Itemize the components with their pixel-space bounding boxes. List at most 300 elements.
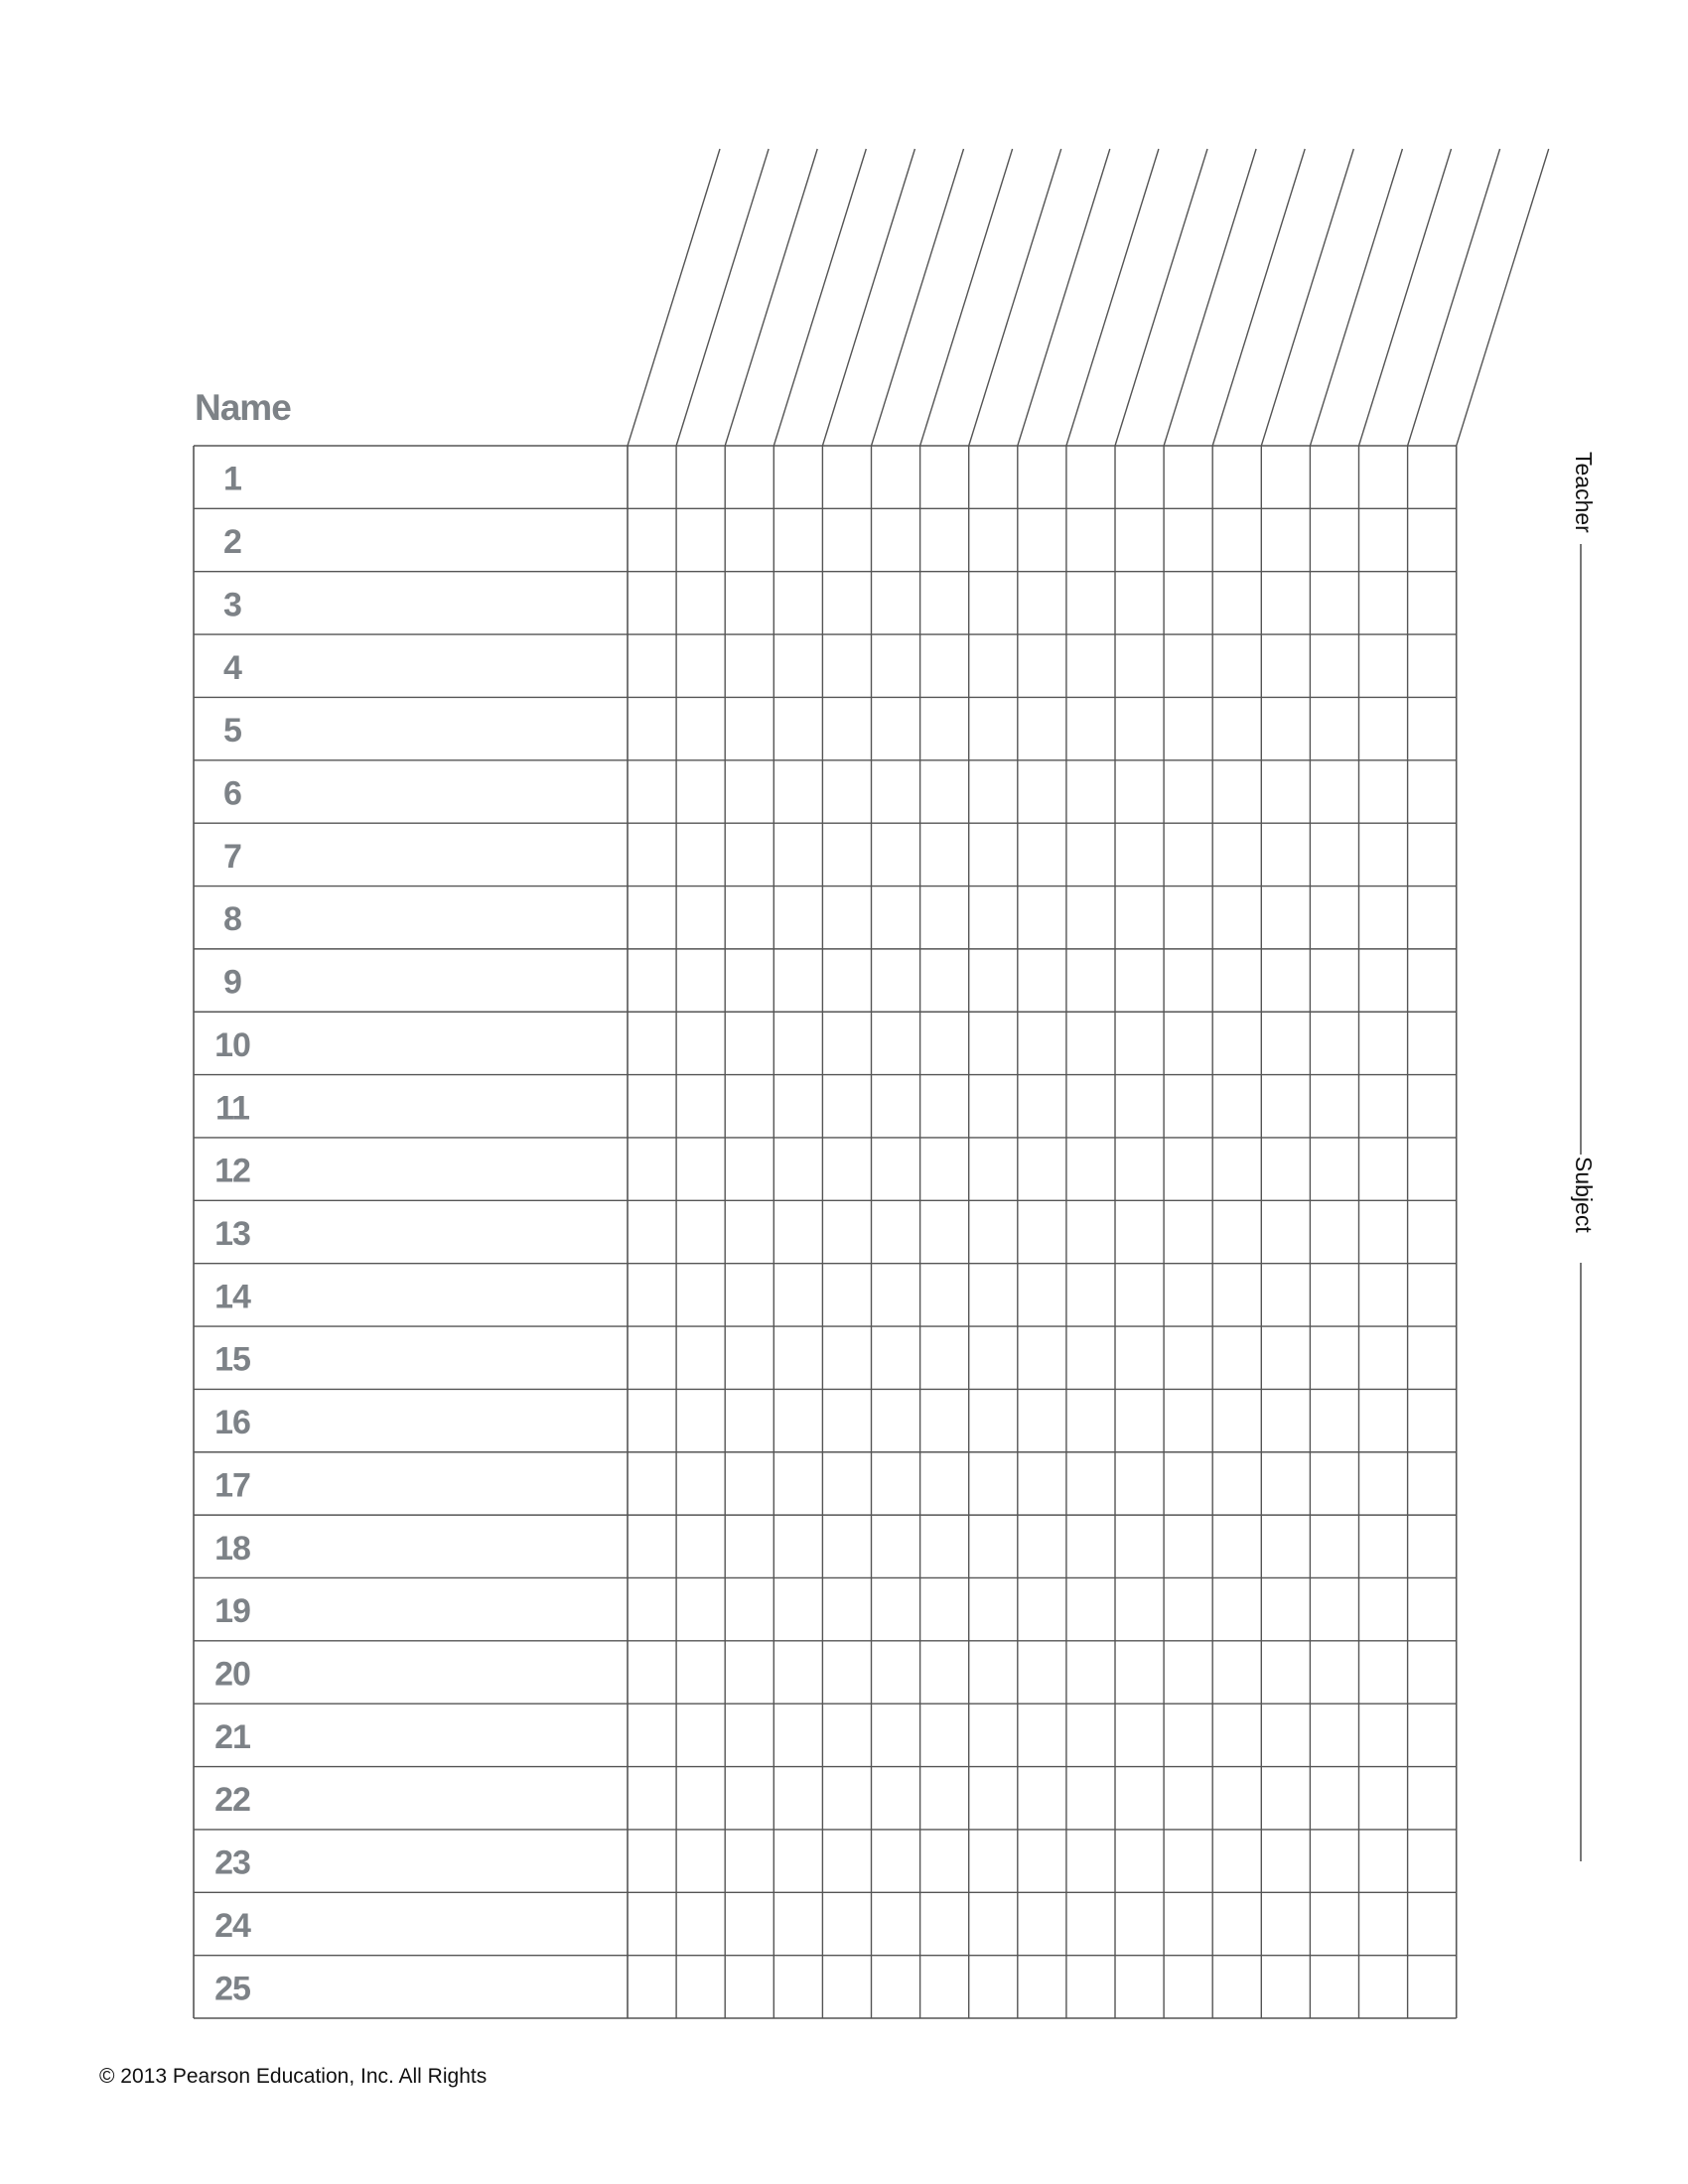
grade-cell[interactable] [1116,1578,1163,1639]
grade-cell[interactable] [1409,1957,1456,2017]
grade-cell[interactable] [921,1578,968,1639]
grade-cell[interactable] [873,1013,919,1073]
name-cell[interactable] [195,1893,627,1954]
grade-cell[interactable] [1019,1453,1065,1514]
grade-cell[interactable] [1360,447,1407,507]
name-cell[interactable] [195,573,627,633]
grade-cell[interactable] [629,1578,675,1639]
grade-cell[interactable] [1262,1705,1309,1765]
grade-cell[interactable] [1116,1327,1163,1388]
grade-cell[interactable] [1019,1076,1065,1137]
grade-cell[interactable] [823,698,870,758]
grade-cell[interactable] [1019,1013,1065,1073]
grade-cell[interactable] [677,1453,724,1514]
grade-cell[interactable] [1409,1390,1456,1450]
grade-cell[interactable] [1213,635,1260,696]
grade-cell[interactable] [1116,1390,1163,1450]
grade-cell[interactable] [1311,1831,1357,1891]
grade-cell[interactable] [1165,1201,1211,1262]
grade-cell[interactable] [629,1957,675,2017]
grade-cell[interactable] [823,1327,870,1388]
grade-cell[interactable] [1311,635,1357,696]
grade-cell[interactable] [1213,824,1260,885]
grade-cell[interactable] [921,509,968,570]
grade-cell[interactable] [1019,447,1065,507]
grade-cell[interactable] [823,1642,870,1703]
name-cell[interactable] [195,1076,627,1137]
grade-cell[interactable] [921,573,968,633]
grade-cell[interactable] [1262,698,1309,758]
grade-cell[interactable] [1311,1265,1357,1325]
grade-cell[interactable] [1067,1768,1114,1829]
grade-cell[interactable] [873,1831,919,1891]
grade-cell[interactable] [629,1327,675,1388]
grade-cell[interactable] [1262,1327,1309,1388]
grade-cell[interactable] [1311,761,1357,822]
grade-cell[interactable] [1116,1957,1163,2017]
grade-cell[interactable] [1409,509,1456,570]
grade-cell[interactable] [1409,761,1456,822]
grade-cell[interactable] [1019,887,1065,948]
grade-cell[interactable] [1360,824,1407,885]
grade-cell[interactable] [1262,761,1309,822]
grade-cell[interactable] [726,1201,773,1262]
grade-cell[interactable] [1067,1831,1114,1891]
grade-cell[interactable] [1213,1957,1260,2017]
grade-cell[interactable] [629,1139,675,1199]
grade-cell[interactable] [1409,824,1456,885]
grade-cell[interactable] [921,1327,968,1388]
grade-cell[interactable] [726,1327,773,1388]
grade-cell[interactable] [921,950,968,1011]
grade-cell[interactable] [774,509,821,570]
grade-cell[interactable] [823,1578,870,1639]
grade-cell[interactable] [1262,1642,1309,1703]
grade-cell[interactable] [1311,1139,1357,1199]
grade-cell[interactable] [1311,1327,1357,1388]
grade-cell[interactable] [970,1201,1017,1262]
grade-cell[interactable] [1019,1201,1065,1262]
grade-cell[interactable] [873,1705,919,1765]
grade-cell[interactable] [677,1327,724,1388]
grade-cell[interactable] [921,1893,968,1954]
grade-cell[interactable] [823,761,870,822]
grade-cell[interactable] [1067,1705,1114,1765]
grade-cell[interactable] [774,1453,821,1514]
grade-cell[interactable] [774,573,821,633]
grade-cell[interactable] [1213,761,1260,822]
grade-cell[interactable] [1116,1768,1163,1829]
grade-cell[interactable] [1019,573,1065,633]
grade-cell[interactable] [629,950,675,1011]
grade-cell[interactable] [1116,761,1163,822]
grade-cell[interactable] [1116,1265,1163,1325]
grade-cell[interactable] [1165,1893,1211,1954]
grade-cell[interactable] [1116,1013,1163,1073]
grade-cell[interactable] [1165,824,1211,885]
grade-cell[interactable] [1409,1201,1456,1262]
grade-cell[interactable] [921,824,968,885]
grade-cell[interactable] [1067,950,1114,1011]
grade-cell[interactable] [873,1327,919,1388]
grade-cell[interactable] [1262,1013,1309,1073]
grade-cell[interactable] [1165,1453,1211,1514]
grade-cell[interactable] [873,1578,919,1639]
grade-cell[interactable] [970,509,1017,570]
grade-cell[interactable] [823,635,870,696]
grade-cell[interactable] [677,824,724,885]
grade-cell[interactable] [1116,887,1163,948]
grade-cell[interactable] [629,1013,675,1073]
grade-cell[interactable] [1360,887,1407,948]
grade-cell[interactable] [921,1516,968,1576]
grade-cell[interactable] [1019,1893,1065,1954]
grade-cell[interactable] [1116,1516,1163,1576]
grade-cell[interactable] [629,1768,675,1829]
grade-cell[interactable] [774,1013,821,1073]
grade-cell[interactable] [873,1139,919,1199]
grade-cell[interactable] [823,509,870,570]
grade-cell[interactable] [873,635,919,696]
name-cell[interactable] [195,1013,627,1073]
grade-cell[interactable] [629,1453,675,1514]
grade-cell[interactable] [1116,1201,1163,1262]
grade-cell[interactable] [726,1705,773,1765]
name-cell[interactable] [195,1642,627,1703]
grade-cell[interactable] [1067,1957,1114,2017]
name-cell[interactable] [195,887,627,948]
grade-cell[interactable] [873,950,919,1011]
grade-cell[interactable] [1019,1139,1065,1199]
name-cell[interactable] [195,1578,627,1639]
grade-cell[interactable] [921,1768,968,1829]
grade-cell[interactable] [1262,1516,1309,1576]
grade-cell[interactable] [677,1705,724,1765]
grade-cell[interactable] [1116,1893,1163,1954]
grade-cell[interactable] [629,509,675,570]
grade-cell[interactable] [1165,1076,1211,1137]
grade-cell[interactable] [1116,1705,1163,1765]
grade-cell[interactable] [1165,698,1211,758]
grade-cell[interactable] [1360,1201,1407,1262]
grade-cell[interactable] [823,950,870,1011]
grade-cell[interactable] [1262,635,1309,696]
grade-cell[interactable] [1409,1642,1456,1703]
grade-cell[interactable] [629,447,675,507]
grade-cell[interactable] [1311,447,1357,507]
grade-cell[interactable] [629,824,675,885]
grade-cell[interactable] [823,1453,870,1514]
grade-cell[interactable] [1213,509,1260,570]
grade-cell[interactable] [726,573,773,633]
grade-cell[interactable] [1067,1076,1114,1137]
grade-cell[interactable] [1067,887,1114,948]
grade-cell[interactable] [677,761,724,822]
grade-cell[interactable] [1019,635,1065,696]
grade-cell[interactable] [1213,1139,1260,1199]
grade-cell[interactable] [629,1076,675,1137]
grade-cell[interactable] [1360,761,1407,822]
grade-cell[interactable] [1067,509,1114,570]
grade-cell[interactable] [1067,635,1114,696]
grade-cell[interactable] [1311,1013,1357,1073]
grade-cell[interactable] [1409,447,1456,507]
grade-cell[interactable] [1019,1516,1065,1576]
grade-cell[interactable] [1067,1201,1114,1262]
grade-cell[interactable] [1019,1957,1065,2017]
grade-cell[interactable] [873,1957,919,2017]
grade-cell[interactable] [970,1013,1017,1073]
grade-cell[interactable] [823,1516,870,1576]
grade-cell[interactable] [1262,1265,1309,1325]
grade-cell[interactable] [1213,1705,1260,1765]
grade-cell[interactable] [823,1265,870,1325]
grade-cell[interactable] [970,1390,1017,1450]
grade-cell[interactable] [677,1957,724,2017]
grade-cell[interactable] [677,1516,724,1576]
grade-cell[interactable] [970,1705,1017,1765]
grade-cell[interactable] [774,1768,821,1829]
grade-cell[interactable] [1409,1893,1456,1954]
grade-cell[interactable] [1311,1201,1357,1262]
grade-cell[interactable] [1360,1893,1407,1954]
grade-cell[interactable] [970,824,1017,885]
grade-cell[interactable] [1213,698,1260,758]
grade-cell[interactable] [726,1578,773,1639]
grade-cell[interactable] [1360,1265,1407,1325]
grade-cell[interactable] [726,1453,773,1514]
grade-cell[interactable] [1213,1893,1260,1954]
grade-cell[interactable] [1019,950,1065,1011]
grade-cell[interactable] [774,1705,821,1765]
grade-cell[interactable] [921,1642,968,1703]
grade-cell[interactable] [921,1265,968,1325]
grade-cell[interactable] [1019,1327,1065,1388]
grade-cell[interactable] [1067,1516,1114,1576]
grade-cell[interactable] [774,1578,821,1639]
grade-cell[interactable] [726,1642,773,1703]
grade-cell[interactable] [774,1076,821,1137]
grade-cell[interactable] [1213,1201,1260,1262]
grade-cell[interactable] [1262,1139,1309,1199]
grade-cell[interactable] [1360,698,1407,758]
grade-cell[interactable] [1360,509,1407,570]
grade-cell[interactable] [1213,950,1260,1011]
grade-cell[interactable] [1311,1076,1357,1137]
grade-cell[interactable] [726,1957,773,2017]
grade-cell[interactable] [1311,1957,1357,2017]
grade-cell[interactable] [726,1076,773,1137]
grade-cell[interactable] [774,1642,821,1703]
grade-cell[interactable] [970,1139,1017,1199]
grade-cell[interactable] [1262,887,1309,948]
grade-cell[interactable] [629,761,675,822]
grade-cell[interactable] [823,1013,870,1073]
grade-cell[interactable] [726,824,773,885]
grade-cell[interactable] [726,1265,773,1325]
grade-cell[interactable] [1409,1076,1456,1137]
grade-cell[interactable] [629,573,675,633]
grade-cell[interactable] [921,1076,968,1137]
grade-cell[interactable] [1067,573,1114,633]
grade-cell[interactable] [1165,761,1211,822]
grade-cell[interactable] [970,1076,1017,1137]
grade-cell[interactable] [1165,1265,1211,1325]
grade-cell[interactable] [1116,635,1163,696]
grade-cell[interactable] [677,509,724,570]
grade-cell[interactable] [921,1390,968,1450]
grade-cell[interactable] [970,1327,1017,1388]
grade-cell[interactable] [774,1516,821,1576]
grade-cell[interactable] [1067,1390,1114,1450]
grade-cell[interactable] [1165,1957,1211,2017]
grade-cell[interactable] [873,1516,919,1576]
grade-cell[interactable] [1311,1893,1357,1954]
grade-cell[interactable] [1409,1831,1456,1891]
grade-cell[interactable] [873,1768,919,1829]
grade-cell[interactable] [677,1578,724,1639]
grade-cell[interactable] [970,1578,1017,1639]
grade-cell[interactable] [1165,1705,1211,1765]
grade-cell[interactable] [873,887,919,948]
grade-cell[interactable] [1409,887,1456,948]
grade-cell[interactable] [921,1201,968,1262]
grade-cell[interactable] [1165,1831,1211,1891]
grade-cell[interactable] [1213,1453,1260,1514]
grade-cell[interactable] [677,950,724,1011]
grade-cell[interactable] [1262,573,1309,633]
grade-cell[interactable] [1165,1013,1211,1073]
grade-cell[interactable] [1360,1768,1407,1829]
grade-cell[interactable] [1019,1578,1065,1639]
grade-cell[interactable] [970,1893,1017,1954]
grade-cell[interactable] [823,1705,870,1765]
grade-cell[interactable] [921,447,968,507]
grade-cell[interactable] [726,1831,773,1891]
grade-cell[interactable] [1165,887,1211,948]
grade-cell[interactable] [1019,1768,1065,1829]
grade-cell[interactable] [1019,1831,1065,1891]
grade-cell[interactable] [1360,950,1407,1011]
grade-cell[interactable] [1409,1265,1456,1325]
grade-cell[interactable] [1165,1768,1211,1829]
grade-cell[interactable] [921,1013,968,1073]
grade-cell[interactable] [677,447,724,507]
grade-cell[interactable] [1360,1831,1407,1891]
grade-cell[interactable] [1311,1768,1357,1829]
grade-cell[interactable] [774,824,821,885]
grade-cell[interactable] [823,824,870,885]
grade-cell[interactable] [1213,1516,1260,1576]
grade-cell[interactable] [1019,1390,1065,1450]
grade-cell[interactable] [1116,1076,1163,1137]
name-cell[interactable] [195,1831,627,1891]
grade-cell[interactable] [677,887,724,948]
grade-cell[interactable] [726,1893,773,1954]
grade-cell[interactable] [1165,1642,1211,1703]
grade-cell[interactable] [726,1516,773,1576]
grade-cell[interactable] [1067,447,1114,507]
grade-cell[interactable] [1213,1076,1260,1137]
grade-cell[interactable] [970,1768,1017,1829]
grade-cell[interactable] [1213,1265,1260,1325]
grade-cell[interactable] [970,761,1017,822]
grade-cell[interactable] [629,635,675,696]
name-cell[interactable] [195,1453,627,1514]
grade-cell[interactable] [726,509,773,570]
name-cell[interactable] [195,1768,627,1829]
grade-cell[interactable] [677,1265,724,1325]
grade-cell[interactable] [1360,573,1407,633]
grade-cell[interactable] [1213,1327,1260,1388]
grade-cell[interactable] [1067,1453,1114,1514]
name-cell[interactable] [195,824,627,885]
grade-cell[interactable] [1019,509,1065,570]
grade-cell[interactable] [774,635,821,696]
grade-cell[interactable] [1311,509,1357,570]
grade-cell[interactable] [1067,1139,1114,1199]
grade-cell[interactable] [1409,1139,1456,1199]
grade-cell[interactable] [873,1390,919,1450]
grade-cell[interactable] [823,1076,870,1137]
grade-cell[interactable] [1409,573,1456,633]
grade-cell[interactable] [1262,950,1309,1011]
grade-cell[interactable] [1360,1327,1407,1388]
grade-cell[interactable] [1213,1578,1260,1639]
grade-cell[interactable] [921,1957,968,2017]
grade-cell[interactable] [823,887,870,948]
grade-cell[interactable] [1165,1390,1211,1450]
grade-cell[interactable] [1360,1390,1407,1450]
grade-cell[interactable] [970,1265,1017,1325]
grade-cell[interactable] [970,1642,1017,1703]
grade-cell[interactable] [629,1831,675,1891]
grade-cell[interactable] [1409,1768,1456,1829]
grade-cell[interactable] [1409,1578,1456,1639]
grade-cell[interactable] [873,1642,919,1703]
grade-cell[interactable] [629,1390,675,1450]
grade-cell[interactable] [774,698,821,758]
grade-cell[interactable] [1067,1013,1114,1073]
grade-cell[interactable] [1311,950,1357,1011]
name-cell[interactable] [195,1201,627,1262]
grade-cell[interactable] [629,1265,675,1325]
grade-cell[interactable] [726,950,773,1011]
grade-cell[interactable] [970,1516,1017,1576]
grade-cell[interactable] [873,447,919,507]
grade-cell[interactable] [1262,509,1309,570]
grade-cell[interactable] [1019,1642,1065,1703]
grade-cell[interactable] [970,447,1017,507]
grade-cell[interactable] [677,1893,724,1954]
grade-cell[interactable] [774,1265,821,1325]
name-cell[interactable] [195,635,627,696]
grade-cell[interactable] [774,1390,821,1450]
grade-cell[interactable] [677,635,724,696]
grade-cell[interactable] [1165,1139,1211,1199]
grade-cell[interactable] [677,698,724,758]
grade-cell[interactable] [1019,1705,1065,1765]
grade-cell[interactable] [629,698,675,758]
grade-cell[interactable] [1409,1516,1456,1576]
grade-cell[interactable] [1116,1831,1163,1891]
grade-cell[interactable] [970,698,1017,758]
grade-cell[interactable] [970,887,1017,948]
grade-cell[interactable] [629,887,675,948]
grade-cell[interactable] [1360,1642,1407,1703]
name-cell[interactable] [195,1516,627,1576]
grade-cell[interactable] [1262,1578,1309,1639]
